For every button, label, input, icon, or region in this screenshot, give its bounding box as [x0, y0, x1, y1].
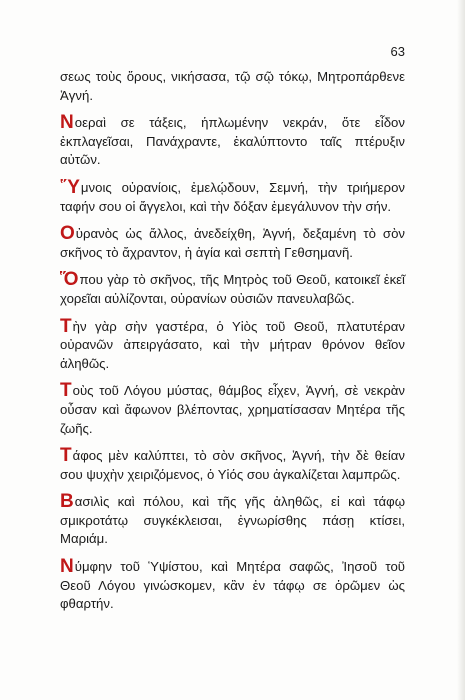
page-number: 63 — [390, 44, 405, 59]
stanza-5 — [60, 315, 405, 374]
stanza-text: οεραὶ σε τάξεις, ἡπλωμένην νεκράν, ὅτε εἶδον ἐκπλαγεῖσαι, Πανάχραντε, ἐκαλύπτοντο ταῖς πτέρυξιν αὐτῶν. — [60, 115, 405, 168]
initial-letter: Ο — [60, 223, 75, 245]
hymn-text-block — [60, 68, 405, 623]
stanza-text: σεως τοὺς ὅρους, νικήσασα, τῷ σῷ τόκῳ, Μητροπάρθενε Ἁγνή. — [60, 69, 405, 103]
stanza-text: άφος μὲν καλύπτει, τὸ σὸν σκῆνος, Ἁγνή, τὴν δὲ θείαν σου ψυχὴν χειριζόμενος, ὁ Υἱός σου ἀγκαλίζεται λαμπρῶς. — [60, 448, 405, 482]
stanza-7 — [60, 447, 405, 484]
initial-letter: Τ — [60, 445, 72, 467]
stanza-text: ύμφην τοῦ Ὑψίστου, καὶ Μητέρα σαφῶς, Ἰησοῦ τοῦ Θεοῦ Λόγου γινώσκομεν, κἂν ἐν τάφῳ σε ὁρῶμεν ὡς φθαρτήν. — [60, 559, 405, 612]
stanza-6 — [60, 382, 405, 438]
stanza-text: ὴν γὰρ σὴν γαστέρα, ὁ Υἱὸς τοῦ Θεοῦ, πλατυτέραν οὐρανῶν ἀπειργάσατο, καὶ τὴν μήτραν θρόνον θεῖον ἀληθῶς. — [60, 318, 405, 371]
initial-letter: Ν — [60, 112, 74, 134]
stanza-text: που γὰρ τὸ σκῆνος, τῆς Μητρὸς τοῦ Θεοῦ, κατοικεῖ ἐκεῖ χορεῖαι αὐλίζονται, οὐρανίων οὐσιῶν πανευλαβῶς. — [60, 272, 405, 306]
stanza-text: ὐρανὸς ὡς ἄλλος, ἀνεδείχθη, Ἁγνή, δεξαμένη τὸ σὸν σκῆνος τὸ ἄχραντον, ἡ ἁγία καὶ σεπτὴ Γεθσημανῆ. — [60, 226, 405, 260]
stanza-text: ασιλὶς καὶ πόλου, καὶ τῆς γῆς ἀληθῶς, εἰ καὶ τάφῳ σμικροτάτῳ συγκέκλεισαι, ἐγνωρίσθης πάσῃ κτίσει, Μαριάμ. — [60, 494, 405, 547]
initial-letter: Ὅ — [60, 269, 79, 291]
stanza-9 — [60, 558, 405, 614]
initial-letter: Τ — [60, 315, 72, 337]
stanza-1 — [60, 114, 405, 170]
stanza-4 — [60, 271, 405, 308]
initial-letter: Τ — [60, 380, 72, 402]
stanza-0 — [60, 68, 405, 105]
stanza-text: μνοις οὐρανίοις, ἐμελῴδουν, Σεμνή, τὴν τριήμερον ταφήν σου οἱ ἄγγελοι, καὶ τὴν δόξαν ἐμεγάλυνον τὴν σήν. — [60, 179, 405, 214]
initial-letter: Β — [60, 491, 74, 513]
stanza-text: οὺς τοῦ Λόγου μύστας, θάμβος εἶχεν, Ἁγνή, σὲ νεκρὰν οὖσαν καὶ ἄφωνον βλέποντας, χρηματίσασαν Μητέρα τῆς ζωῆς. — [60, 383, 405, 436]
initial-letter: Ὕ — [60, 176, 80, 198]
page-edge-shadow — [457, 0, 465, 700]
stanza-2 — [60, 176, 405, 216]
stanza-3 — [60, 225, 405, 262]
stanza-8 — [60, 493, 405, 549]
initial-letter: Ν — [60, 556, 74, 578]
